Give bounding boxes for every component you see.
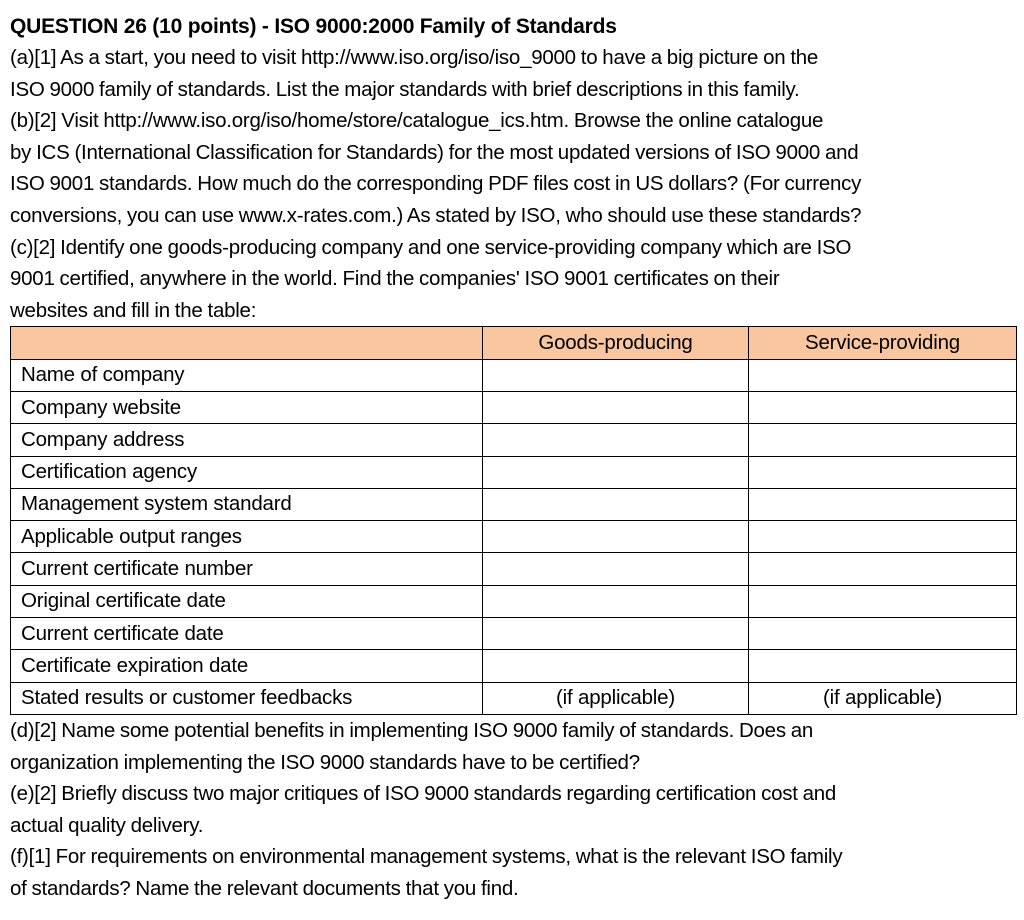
table-row <box>11 391 1017 423</box>
row-label: Company website <box>11 391 483 423</box>
row-label: Stated results or customer feedbacks <box>11 682 483 714</box>
part-d-line: organization implementing the ISO 9000 standards have to be certified? <box>10 750 640 774</box>
table-row <box>11 424 1017 456</box>
part-a <box>10 42 1016 105</box>
table-row <box>11 585 1017 617</box>
part-b <box>10 105 1016 231</box>
goods-cell <box>483 456 749 488</box>
part-b-line: conversions, you can use www.x-rates.com.) As stated by ISO, who should use these standards? <box>10 203 862 227</box>
row-label: Management system standard <box>11 488 483 520</box>
header-service-providing: Service-providing <box>749 327 1017 359</box>
service-cell <box>749 618 1017 650</box>
part-a-line: ISO 9000 family of standards. List the major standards with brief descriptions in this family. <box>10 77 800 101</box>
table-row <box>11 618 1017 650</box>
service-cell <box>749 391 1017 423</box>
certificate-table <box>10 326 1017 715</box>
table-row <box>11 521 1017 553</box>
part-f <box>10 841 1016 904</box>
goods-cell <box>483 521 749 553</box>
goods-cell <box>483 424 749 456</box>
row-label: Current certificate date <box>11 618 483 650</box>
part-b-line: by ICS (International Classification for Standards) for the most updated versions of ISO 9000 and <box>10 140 859 164</box>
header-blank <box>11 327 483 359</box>
part-d <box>10 715 1016 778</box>
row-label: Company address <box>11 424 483 456</box>
part-e <box>10 778 1016 841</box>
part-e-line: (e)[2] Briefly discuss two major critiques of ISO 9000 standards regarding certification cost and <box>10 782 837 806</box>
table-row <box>11 553 1017 585</box>
part-b-line: ISO 9001 standards. How much do the corresponding PDF files cost in US dollars? (For currency <box>10 172 862 196</box>
question-title: QUESTION 26 (10 points) - ISO 9000:2000 Family of Standards <box>10 15 617 38</box>
header-goods-producing: Goods-producing <box>483 327 749 359</box>
table-header-row <box>11 327 1017 359</box>
part-d-line: (d)[2] Name some potential benefits in implementing ISO 9000 family of standards. Does an <box>10 718 814 742</box>
goods-cell <box>483 585 749 617</box>
service-cell <box>749 585 1017 617</box>
goods-cell <box>483 391 749 423</box>
table-row <box>11 488 1017 520</box>
goods-cell <box>483 553 749 585</box>
part-a-line: (a)[1] As a start, you need to visit http://www.iso.org/iso/iso_9000 to have a big picture on the <box>10 46 819 69</box>
table-row <box>11 456 1017 488</box>
table-row <box>11 682 1017 714</box>
part-c-line: websites and fill in the table: <box>10 298 257 322</box>
goods-cell <box>483 359 749 391</box>
row-label: Original certificate date <box>11 585 483 617</box>
part-f-line: (f)[1] For requirements on environmental management systems, what is the relevant ISO family <box>10 845 843 869</box>
table-row <box>11 650 1017 682</box>
goods-cell <box>483 488 749 520</box>
service-cell <box>749 456 1017 488</box>
row-label: Certificate expiration date <box>11 650 483 682</box>
service-cell <box>749 359 1017 391</box>
service-cell: (if applicable) <box>749 682 1017 714</box>
part-c-line: 9001 certified, anywhere in the world. Find the companies' ISO 9001 certificates on their <box>10 267 780 291</box>
service-cell <box>749 521 1017 553</box>
part-f-line: of standards? Name the relevant documents that you find. <box>10 876 519 900</box>
table-row <box>11 359 1017 391</box>
question-document <box>10 12 1016 904</box>
part-e-line: actual quality delivery. <box>10 813 204 837</box>
goods-cell: (if applicable) <box>483 682 749 714</box>
service-cell <box>749 488 1017 520</box>
service-cell <box>749 424 1017 456</box>
row-label: Applicable output ranges <box>11 521 483 553</box>
part-c <box>10 232 1016 327</box>
service-cell <box>749 553 1017 585</box>
part-c-line: (c)[2] Identify one goods-producing company and one service-providing company which are ISO <box>10 235 852 259</box>
goods-cell <box>483 618 749 650</box>
row-label: Current certificate number <box>11 553 483 585</box>
row-label: Certification agency <box>11 456 483 488</box>
row-label: Name of company <box>11 359 483 391</box>
goods-cell <box>483 650 749 682</box>
service-cell <box>749 650 1017 682</box>
part-b-line: (b)[2] Visit http://www.iso.org/iso/home/store/catalogue_ics.htm. Browse the online catalogue <box>10 109 824 133</box>
